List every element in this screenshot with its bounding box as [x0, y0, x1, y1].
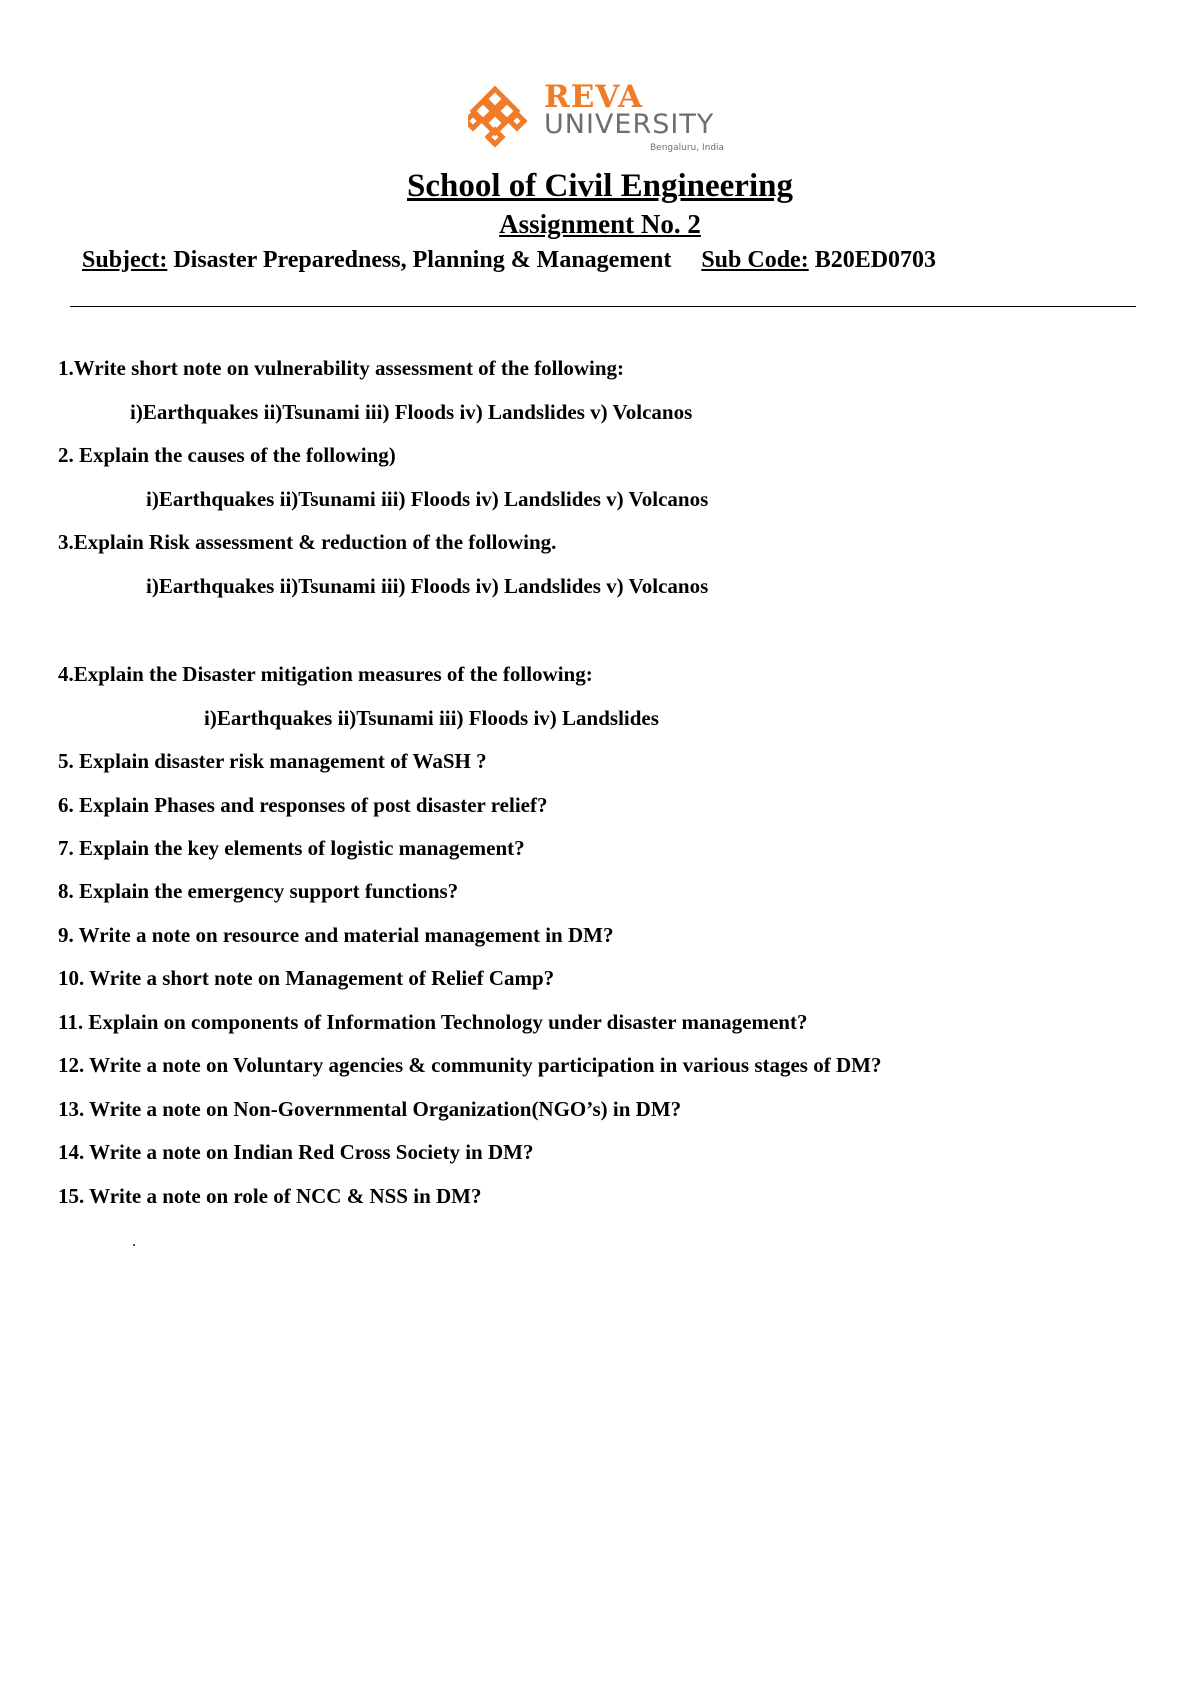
logo-university-text: UNIVERSITY	[544, 109, 715, 140]
logo-location-text: Bengaluru, India	[650, 143, 725, 153]
question-10: 10. Write a short note on Management of Relief Camp?	[58, 966, 555, 990]
question-4: 4.Explain the Disaster mitigation measures of the following:	[58, 662, 593, 686]
subject-line	[82, 244, 936, 276]
question-4-items: i)Earthquakes ii)Tsunami iii) Floods iv) Landslides	[204, 706, 659, 730]
question-6: 6. Explain Phases and responses of post disaster relief?	[58, 793, 548, 817]
endless-knot-icon	[468, 86, 532, 150]
subject-label: Subject:	[82, 247, 168, 273]
sub-code-label: Sub Code:	[701, 247, 809, 273]
logo-brand-text: REVA	[544, 79, 644, 115]
question-2-items: i)Earthquakes ii)Tsunami iii) Floods iv) Landslides v) Volcanos	[146, 487, 709, 511]
question-3: 3.Explain Risk assessment & reduction of the following.	[58, 530, 557, 554]
question-1-items: i)Earthquakes ii)Tsunami iii) Floods iv) Landslides v) Volcanos	[130, 400, 693, 424]
question-14: 14. Write a note on Indian Red Cross Society in DM?	[58, 1140, 534, 1164]
question-7: 7. Explain the key elements of logistic management?	[58, 836, 525, 860]
question-1: 1.Write short note on vulnerability assessment of the following:	[58, 356, 625, 380]
sub-code-value: B20ED0703	[808, 247, 937, 273]
reva-university-logo	[468, 80, 748, 160]
question-11: 11. Explain on components of Information Technology under disaster management?	[58, 1010, 808, 1034]
question-9: 9. Write a note on resource and material management in DM?	[58, 923, 614, 947]
question-13: 13. Write a note on Non-Governmental Organization(NGO’s) in DM?	[58, 1097, 682, 1121]
subject-value: Disaster Preparedness, Planning & Management	[167, 247, 672, 273]
assignment-title: Assignment No. 2	[499, 209, 701, 239]
question-2: 2. Explain the causes of the following)	[58, 443, 396, 467]
question-15: 15. Write a note on role of NCC & NSS in DM?	[58, 1184, 482, 1208]
question-8: 8. Explain the emergency support functions?	[58, 879, 459, 903]
header-divider	[70, 306, 1136, 307]
question-5: 5. Explain disaster risk management of WaSH ?	[58, 749, 487, 773]
question-3-items: i)Earthquakes ii)Tsunami iii) Floods iv) Landslides v) Volcanos	[146, 574, 709, 598]
question-12: 12. Write a note on Voluntary agencies & community participation in various stages of DM?	[58, 1053, 882, 1077]
school-title: School of Civil Engineering	[407, 168, 793, 204]
trailing-dot: .	[132, 1233, 136, 1250]
